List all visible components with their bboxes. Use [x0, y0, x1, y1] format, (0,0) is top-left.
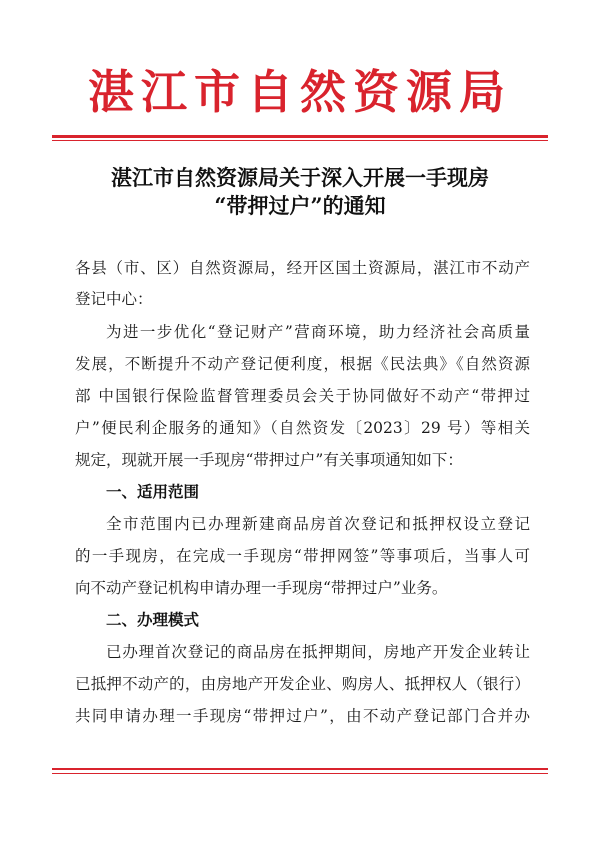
section-2-heading: 二、办理模式: [106, 611, 200, 629]
footer-rule-thin: [52, 773, 548, 774]
intro-line-3: 部 中国银行保险监督管理委员会关于协同做好不动产“带押过: [75, 387, 530, 405]
intro-line-1: 为进一步优化“登记财产”营商环境，助力经济社会高质量: [106, 323, 530, 341]
section-2-line-1: 已办理首次登记的商品房在抵押期间，房地产开发企业转让: [106, 643, 530, 661]
footer-rule-thick: [52, 768, 548, 770]
section-2-line-3: 共同申请办理一手现房“带押过户”，由不动产登记部门合并办: [75, 707, 530, 725]
intro-line-4: 户”便民利企服务的通知》（自然资发〔2023〕29 号）等相关: [75, 419, 530, 437]
section-1-line-1: 全市范围内已办理新建商品房首次登记和抵押权设立登记: [106, 515, 530, 533]
organization-letterhead: 湛江市自然资源局: [88, 65, 512, 119]
salutation-line-1: 各县（市、区）自然资源局，经开区国土资源局，湛江市不动产: [75, 259, 530, 277]
intro-line-5: 规定，现就开展一手现房“带押过户”有关事项通知如下：: [75, 451, 463, 469]
intro-line-2: 发展，不断提升不动产登记便利度，根据《民法典》《自然资源: [75, 355, 530, 373]
section-2-line-2: 已抵押不动产的，由房地产开发企业、购房人、抵押权人（银行）: [75, 675, 530, 693]
section-1-heading: 一、适用范围: [106, 483, 200, 501]
header-rule-thick: [52, 135, 548, 138]
section-1-line-3: 向不动产登记机构申请办理一手现房“带押过户”业务。: [75, 579, 448, 597]
document-title-line-1: 湛江市自然资源局关于深入开展一手现房: [111, 165, 489, 190]
salutation-line-2: 登记中心：: [75, 290, 153, 308]
section-1-line-2: 的一手现房，在完成一手现房“带押网签”等事项后，当事人可: [75, 547, 530, 565]
document-title-line-2: “带押过户”的通知: [214, 193, 386, 218]
header-rule-thin: [52, 140, 548, 141]
